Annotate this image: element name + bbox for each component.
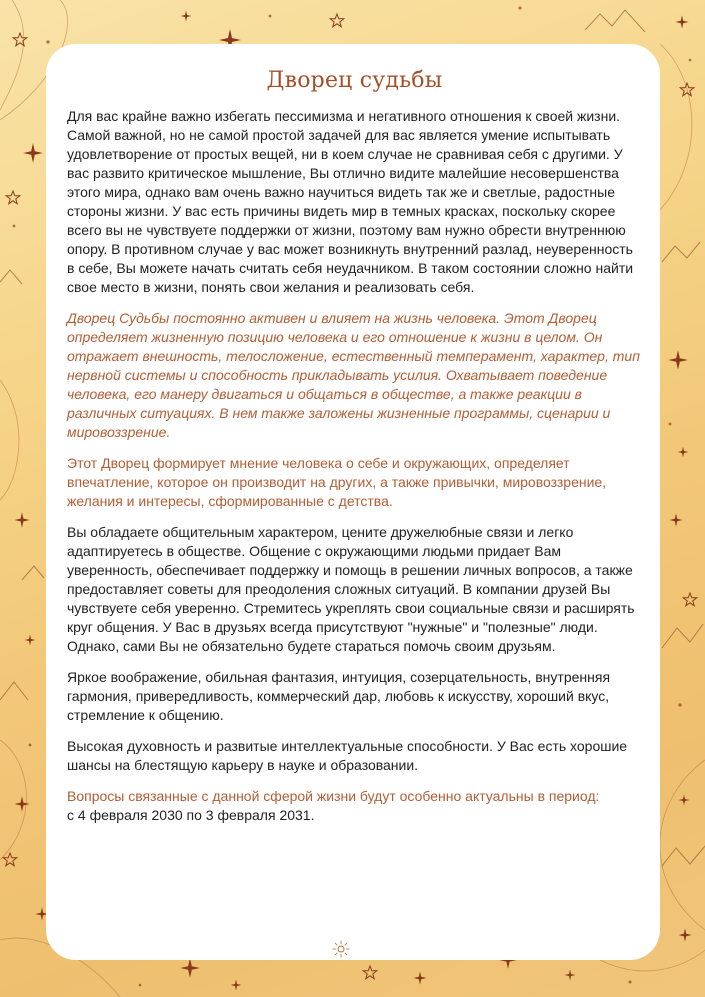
paragraph-intro: Для вас крайне важно избегать пессимизма и негативного отношения к своей жизни. Самой важной, но не самой простой задачей для вас является умение испытывать удовлетворение от простых вещей, ни в коем случае не сравнивая себя с другими. У вас развито критическое мышление, Вы отлично видите малейшие несовершенства этого мира, однако вам очень важно научиться видеть так же и светлые, радостные стороны жизни. У вас есть причины видеть мир в темных красках, поскольку скорее всего вы не чувствуете поддержки от жизни, поэтому вам нужно обрести внутреннюю опору. В противном случае у вас может возникнуть внутренний разлад, неуверенность в себе, Вы можете начать считать себя неудачником. В таком состоянии сложно найти свое место в жизни, понять свои желания и реализовать себя. [67, 108, 634, 295]
paragraph-palace-description: Дворец Судьбы постоянно активен и влияет на жизнь человека. Этот Дворец определяет жизненную позицию человека и его отношение к жизни в целом. Он отражает внешность, телосложение, естественный темперамент, характер, тип нервной системы и способность прикладывать усилия. Охватывает поведение человека, его манеру двигаться и общаться в обществе, а также реакции в различных ситуациях. В нем также заложены жизненные программы, сценарии и мировоззрение. [67, 310, 640, 440]
period-label: Вопросы связанные с данной сферой жизни будут особенно актуальны в период: [67, 788, 600, 804]
paragraph-traits: Яркое воображение, обильная фантазия, интуиция, созерцательность, внутренняя гармония, привередливость, коммерческий дар, любовь к искусству, хороший вкус, стремление к общению. [67, 669, 611, 723]
sun-ornament-icon [332, 940, 350, 958]
paragraph-career: Высокая духовность и развитые интеллектуальные способности. У Вас есть хорошие шансы на блестящую карьеру в науке и образовании. [67, 738, 628, 773]
page-title: Дворец судьбы [266, 68, 443, 93]
period-value: с 4 февраля 2030 по 3 февраля 2031. [67, 807, 315, 823]
paragraph-social: Вы обладаете общительным характером, цените дружелюбные связи и легко адаптируетесь в обществе. Общение с окружающими людьми придает Вам уверенность, обеспечивает поддержку и помощь в решении личных вопросов, а также предоставляет советы для преодоления сложных ситуаций. В компании друзей Вы чувствуете себя уверенно. Стремитесь укреплять свои социальные связи и расширять круг общения. У Вас в друзьях всегда присутствуют "нужные" и "полезные" люди. Однако, сами Вы не обязательно будете стараться помочь своим друзьям. [67, 524, 635, 654]
period-block [67, 787, 642, 825]
paragraph-palace-influence: Этот Дворец формирует мнение человека о себе и окружающих, определяет впечатление, которое он производит на других, а также привычки, мировоззрение, желания и интересы, сформированные с детства. [67, 455, 607, 509]
content-card [46, 44, 660, 960]
